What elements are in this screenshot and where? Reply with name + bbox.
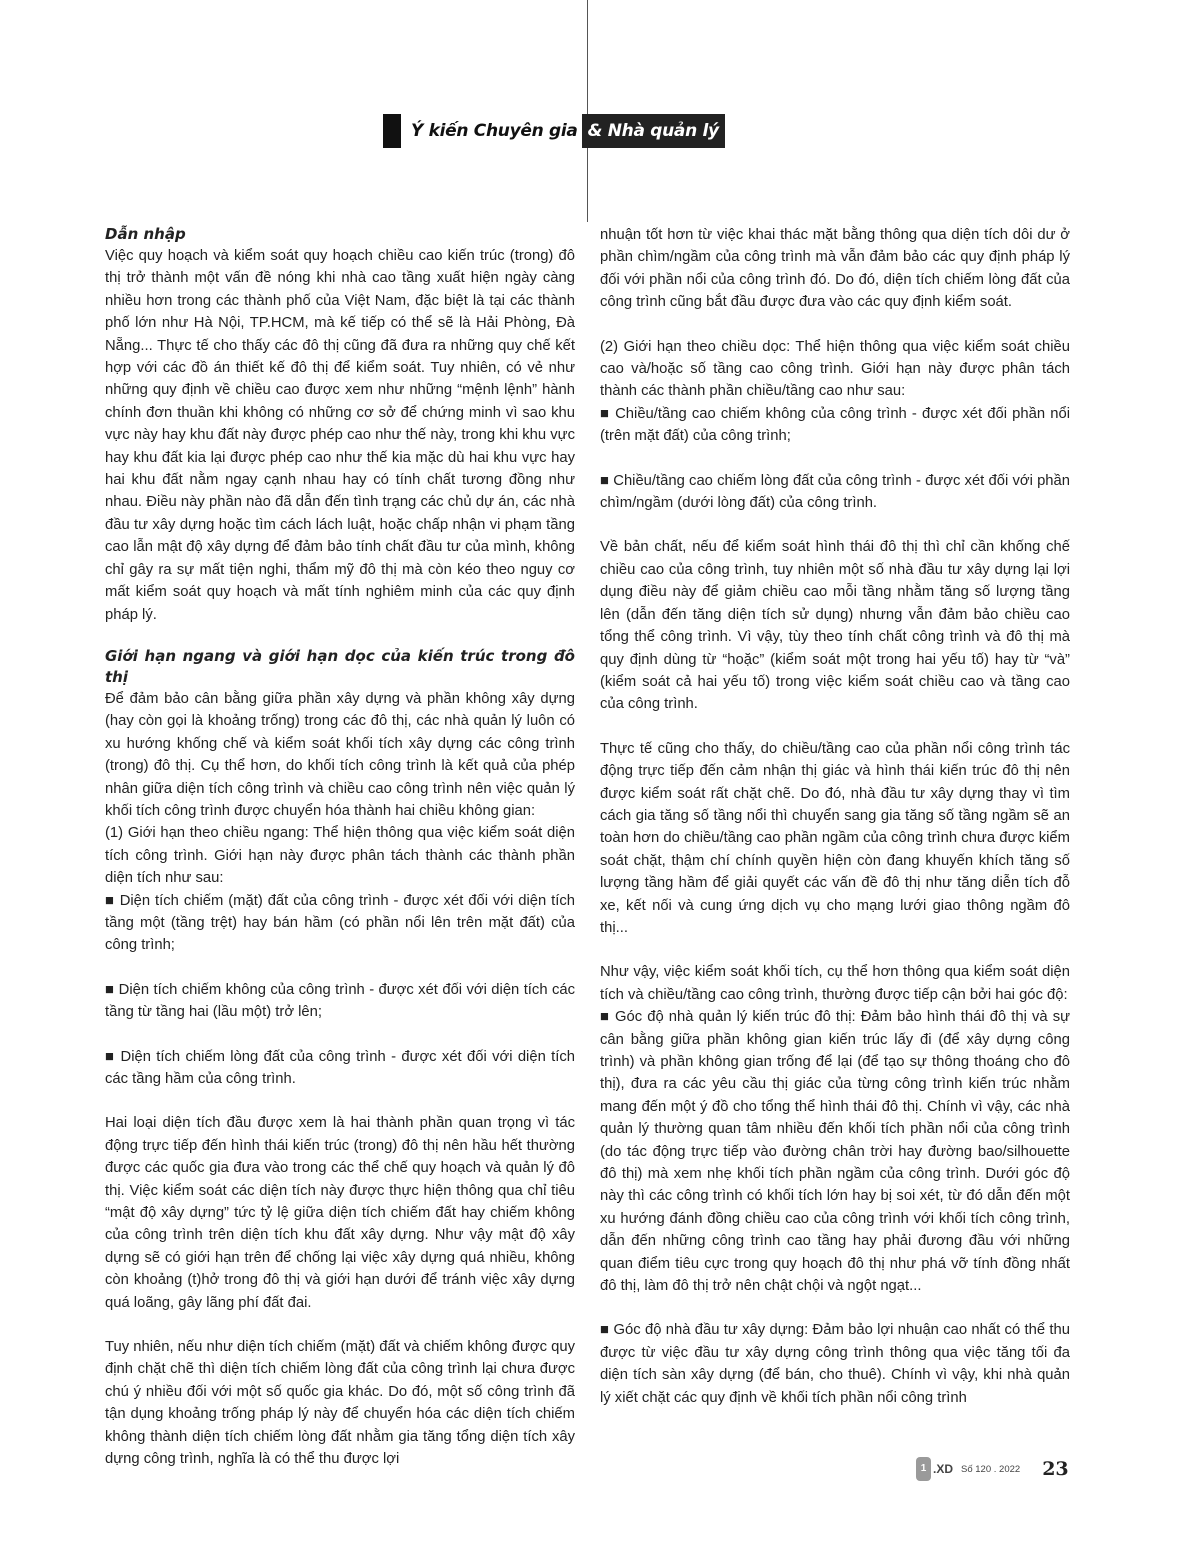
paragraph: Tuy nhiên, nếu như diện tích chiếm (mặt) đất và chiếm không được quy định chặt chẽ thì diện tích chiếm lòng đất của công trình lại chưa được chú ý nhiều đối với một số quốc gia khác. Do đó, một số công trình đã tận dụng khoảng trống pháp lý này để chuyển hóa các diện tích chiếm không thành diện tích chiếm lòng đất nhằm gia tăng tổng diện tích xây dựng công trình, nghĩa là có thể thu được lợi: [105, 1339, 575, 1468]
paragraph: Thực tế cũng cho thấy, do chiều/tầng cao của phần nổi công trình tác động trực tiếp đến cảm nhận thị giác và hình thái kiến trúc đô thị nên được kiểm soát rất chặt chẽ. Do đó, nhà đầu tư xây dựng thay vì tìm cách gia tăng số tầng nổi thì chuyển sang gia tăng số tầng ngầm sẽ an toàn hơn do chiều/tầng cao phần ngầm của công trình chưa được kiểm soát chặt, thậm chí chính quyền hiện còn đang khuyến khích tăng số lượng tầng hầm để giải quyết các vấn đề đô thị như tăng diễn tích đỗ xe, kết nối và cung ứng dịch vụ cho mạng lưới giao thông ngầm đô thị...: [600, 740, 1070, 936]
bullet-paragraph: ■ Góc độ nhà quản lý kiến trúc đô thị: Đảm bảo hình thái đô thị và sự cân bằng giữa phần không gian kiến trúc lấy đi (để xây dựng công trình) và phần không gian trống để lại (để tạo sự thông thoáng cho đô thị), đưa ra các yêu cầu thị giác của từng công trình kiến trúc nhằm mang đến một ý đồ cho tổng thể hình thái đô thị. Chính vì vậy, các nhà quản lý thường quan tâm nhiều đến khối tích phần nổi của công trình (do tác động trực tiếp vào đường chân trời hay đường bao/silhouette đô thị) mà xem nhẹ khối tích phần ngầm của công trình. Dưới góc độ này thì các công trình có khối tích lớn hay bị soi xét, từ đó dẫn đến một xu hướng đánh đồng chiều cao của công trình với khối tích công trình, dẫn đến những công trình cao tầng hay phải đương đầu với những quan điểm tiêu cực trong quy hoạch đô thị như phá vỡ tính đồng nhất đô thị, làm đô thị trở nên chật chội và ngột ngạt...: [600, 1009, 1070, 1295]
header-title-right: & Nhà quản lý: [582, 114, 725, 148]
magazine-logo-icon: 1: [916, 1457, 931, 1481]
bullet-paragraph: ■ Góc độ nhà đầu tư xây dựng: Đảm bảo lợi nhuận cao nhất có thể thu được từ việc đầu tư xây dựng công trình thông qua việc tăng tối đa diện tích sàn xây dựng (để bán, cho thuê). Chính vì vậy, khi nhà quản lý xiết chặt các quy định về khối tích phần nổi công trình: [600, 1322, 1070, 1406]
bullet-paragraph: ■ Diện tích chiếm không của công trình - được xét đối với diện tích các tầng từ tầng hai (lầu một) trở lên;: [105, 981, 575, 1021]
paragraph: Hai loại diện tích đầu được xem là hai thành phần quan trọng vì tác động trực tiếp đến hình thái kiến trúc (trong) đô thị nên hầu hết thường được các quốc gia đưa vào trong các thể chế quy hoạch và quản lý đô thị. Việc kiểm soát các diện tích này được thực hiện thông qua chỉ tiêu “mật độ xây dựng” tức tỷ lệ giữa diện tích chiếm đất hay chiếm không của công trình trên diện tích khu đất xây dựng. Như vậy mật độ xây dựng sẽ có giới hạn trên để chống lại việc xây dựng quá nhiều, không còn khoảng (t)hở trong đô thị và giới hạn dưới để tránh việc xây dựng quá loãng, gây lãng phí đất đai.: [105, 1115, 575, 1311]
bullet-paragraph: ■ Chiều/tầng cao chiếm không của công trình - được xét đối phần nổi (trên mặt đất) của công trình;: [600, 405, 1070, 445]
section-header: [383, 114, 725, 148]
paragraph: (1) Giới hạn theo chiều ngang: Thể hiện thông qua việc kiểm soát diện tích công trình. Giới hạn này được phân tách thành các thành phần diện tích như sau:: [105, 825, 575, 887]
header-title-left: Ý kiến Chuyên gia: [411, 121, 578, 141]
magazine-name: .XD: [933, 1462, 954, 1476]
issue-number: Số 120 . 2022: [961, 1463, 1021, 1475]
left-column: [105, 224, 575, 1471]
right-column: [600, 224, 1070, 1409]
header-black-bar: [383, 114, 401, 148]
paragraph: Để đảm bảo cân bằng giữa phần xây dựng và phần không xây dựng (hay còn gọi là khoảng trống) trong các đô thị, các nhà quản lý luôn có xu hướng khống chế và kiểm soát khối tích xây dựng các công trình (trong) đô thị. Cụ thể hơn, do khối tích công trình là kết quả của phép nhân giữa diện tích công trình và chiều cao công trình nên việc quản lý khối tích công trình được chuyển hóa thành hai chiều không gian:: [105, 690, 575, 819]
paragraph: Như vậy, việc kiểm soát khối tích, cụ thể hơn thông qua kiểm soát diện tích và chiều/tầng cao công trình, thường được tiếp cận bởi hai góc độ:: [600, 964, 1070, 1003]
bullet-paragraph: ■ Diện tích chiếm (mặt) đất của công trình - được xét đối với diện tích tầng một (tầng trệt) hay bán hầm (có phần nổi lên trên mặt đất) của công trình;: [105, 892, 575, 954]
page-number: 23: [1042, 1458, 1069, 1480]
paragraph: Về bản chất, nếu để kiểm soát hình thái đô thị thì chỉ cần khống chế chiều cao của công trình, tuy nhiên một số nhà đầu tư xây dựng lại lợi dụng điều này để giảm chiều cao mỗi tầng nhằm tăng số lượng tầng lên (dẫn đến tăng diện tích sử dụng) nhưng vẫn đảm bảo chiều cao tổng thể công trình. Vì vậy, tùy theo tính chất công trình và đô thị mà quy định dùng từ “hoặc” (kiểm soát một trong hai yếu tố) hay từ “và” (kiểm soát cả hai yếu tố) trong việc kiểm soát chiều cao và tầng cao của công trình.: [600, 539, 1070, 713]
bullet-paragraph: ■ Chiều/tầng cao chiếm lòng đất của công trình - được xét đối với phần chìm/ngầm (dưới lòng đất) của công trình.: [600, 472, 1070, 512]
paragraph: nhuận tốt hơn từ việc khai thác mặt bằng thông qua diện tích dôi dư ở phần chìm/ngầm của công trình mà vẫn đảm bảo các quy định pháp lý đối với phần nổi của công trình đó. Do đó, diện tích chiếm lòng đất của công trình cũng bắt đầu được đưa vào các quy định kiểm soát.: [600, 227, 1070, 311]
paragraph: Việc quy hoạch và kiểm soát quy hoạch chiều cao kiến trúc (trong) đô thị trở thành một vấn đề nóng khi nhà cao tầng xuất hiện ngày càng nhiều hơn trong các thành phố của Việt Nam, đặc biệt là tại các thành phố lớn như Hà Nội, TP.HCM, mà kế tiếp có thể sẽ là Hải Phòng, Đà Nẵng... Thực tế cho thấy các đô thị cũng đã đưa ra những quy chế kết hợp với các đồ án thiết kế đô thị để kiểm soát. Tuy nhiên, có vẻ như những quy định về chiều cao được xem như những “mệnh lệnh” hành chính đơn thuần khi không có những cơ sở để chứng minh vì sao khu vực này hay khu đất này được phép cao như thế này, trong khi khu vực hay khu đất kia lại được phép cao như thế kia mặc dù hai khu vực hay hai khu đất nằm ngay cạnh nhau hay có tính chất tương đồng như nhau. Điều này phần nào đã dẫn đến tình trạng các chủ dự án, các nhà đầu tư xây dựng hoặc tìm cách lách luật, hoặc chấp nhận vi phạm tầng cao lẫn mật độ xây dựng để đảm bảo tính chất đầu tư của mình, không chỉ gây ra sự mất tiện nghi, thẩm mỹ đô thị mà còn kéo theo nguy cơ mất kiểm soát quy hoạch và mất tính nghiêm minh của các quy định pháp lý.: [105, 248, 575, 623]
heading-limits: Giới hạn ngang và giới hạn dọc của kiến trúc trong đô thị: [105, 646, 575, 686]
heading-intro: Dẫn nhập: [105, 225, 186, 243]
bullet-paragraph: ■ Diện tích chiếm lòng đất của công trình - được xét đối với diện tích các tầng hầm của công trình.: [105, 1048, 575, 1087]
page-footer: [916, 1456, 1069, 1482]
column-divider-line: [587, 0, 588, 222]
paragraph: (2) Giới hạn theo chiều dọc: Thể hiện thông qua việc kiểm soát chiều cao và/hoặc số tầng cao công trình. Giới hạn này được phân tách thành các thành phần chiều/tầng cao như sau:: [600, 338, 1070, 400]
